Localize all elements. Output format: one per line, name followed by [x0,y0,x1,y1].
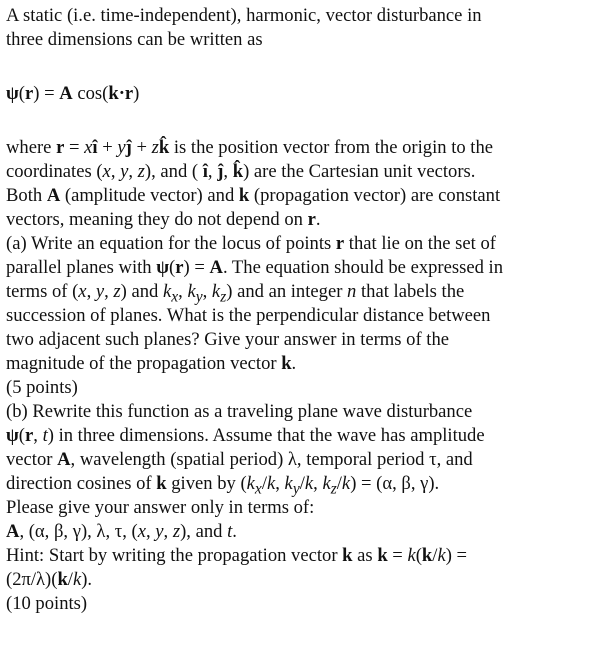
part-b-hint-line-1: Hint: Start by writing the propagation vector k as k = k(k/k) = [6,545,468,566]
part-a-line-5: two adjacent such planes? Give your answer in terms of the [6,329,450,350]
part-a-line-6: magnitude of the propagation vector k. [6,353,297,374]
part-b-line-5: Please give your answer only in terms of: [6,497,315,518]
where-line-1: where r = xî + yĵ + zk̂ is the position vector from the origin to the [6,137,494,158]
part-a-points: (5 points) [6,377,78,398]
part-a-line-4: succession of planes. What is the perpendicular distance between [6,305,491,326]
where-line-3: Both A (amplitude vector) and k (propagation vector) are constant [6,185,501,206]
part-b-hint-line-2: (2π/λ)(k/k). [6,569,93,590]
intro-line-1: A static (i.e. time-independent), harmonic, vector disturbance in [6,5,482,26]
part-b-line-6: A, (α, β, γ), λ, τ, (x, y, z), and t. [6,521,237,542]
part-b-line-4: direction cosines of k given by ($k_x/k$, $k_y/k$, $k_z/k) = (\alpha$, β, γ). [6,473,440,498]
part-b-line-2: ψ(r, t) in three dimensions. Assume that the wave has amplitude [6,425,485,446]
static-wave-equation: ψ(r) = A cos(k·r) [6,83,140,104]
part-b-points: (10 points) [6,593,88,614]
where-line-4: vectors, meaning they do not depend on r. [6,209,321,230]
part-a-line-1: (a) Write an equation for the locus of points r that lie on the set of [6,233,496,254]
where-line-2: coordinates (x, y, z), and ( î, ĵ, k̂) are the Cartesian unit vectors. [6,161,476,182]
part-a-line-2: parallel planes with ψ(r) = A. The equation should be expressed in [6,257,504,278]
part-a-line-3: terms of (x, y, z) and $k_x$, $k_y$, $k_z$) and an integer n that labels the [6,281,465,306]
part-b-line-3: vector A, wavelength (spatial period) λ, temporal period τ, and [6,449,473,470]
intro-line-2: three dimensions can be written as [6,29,263,50]
part-b-line-1: (b) Rewrite this function as a traveling plane wave disturbance [6,401,473,422]
